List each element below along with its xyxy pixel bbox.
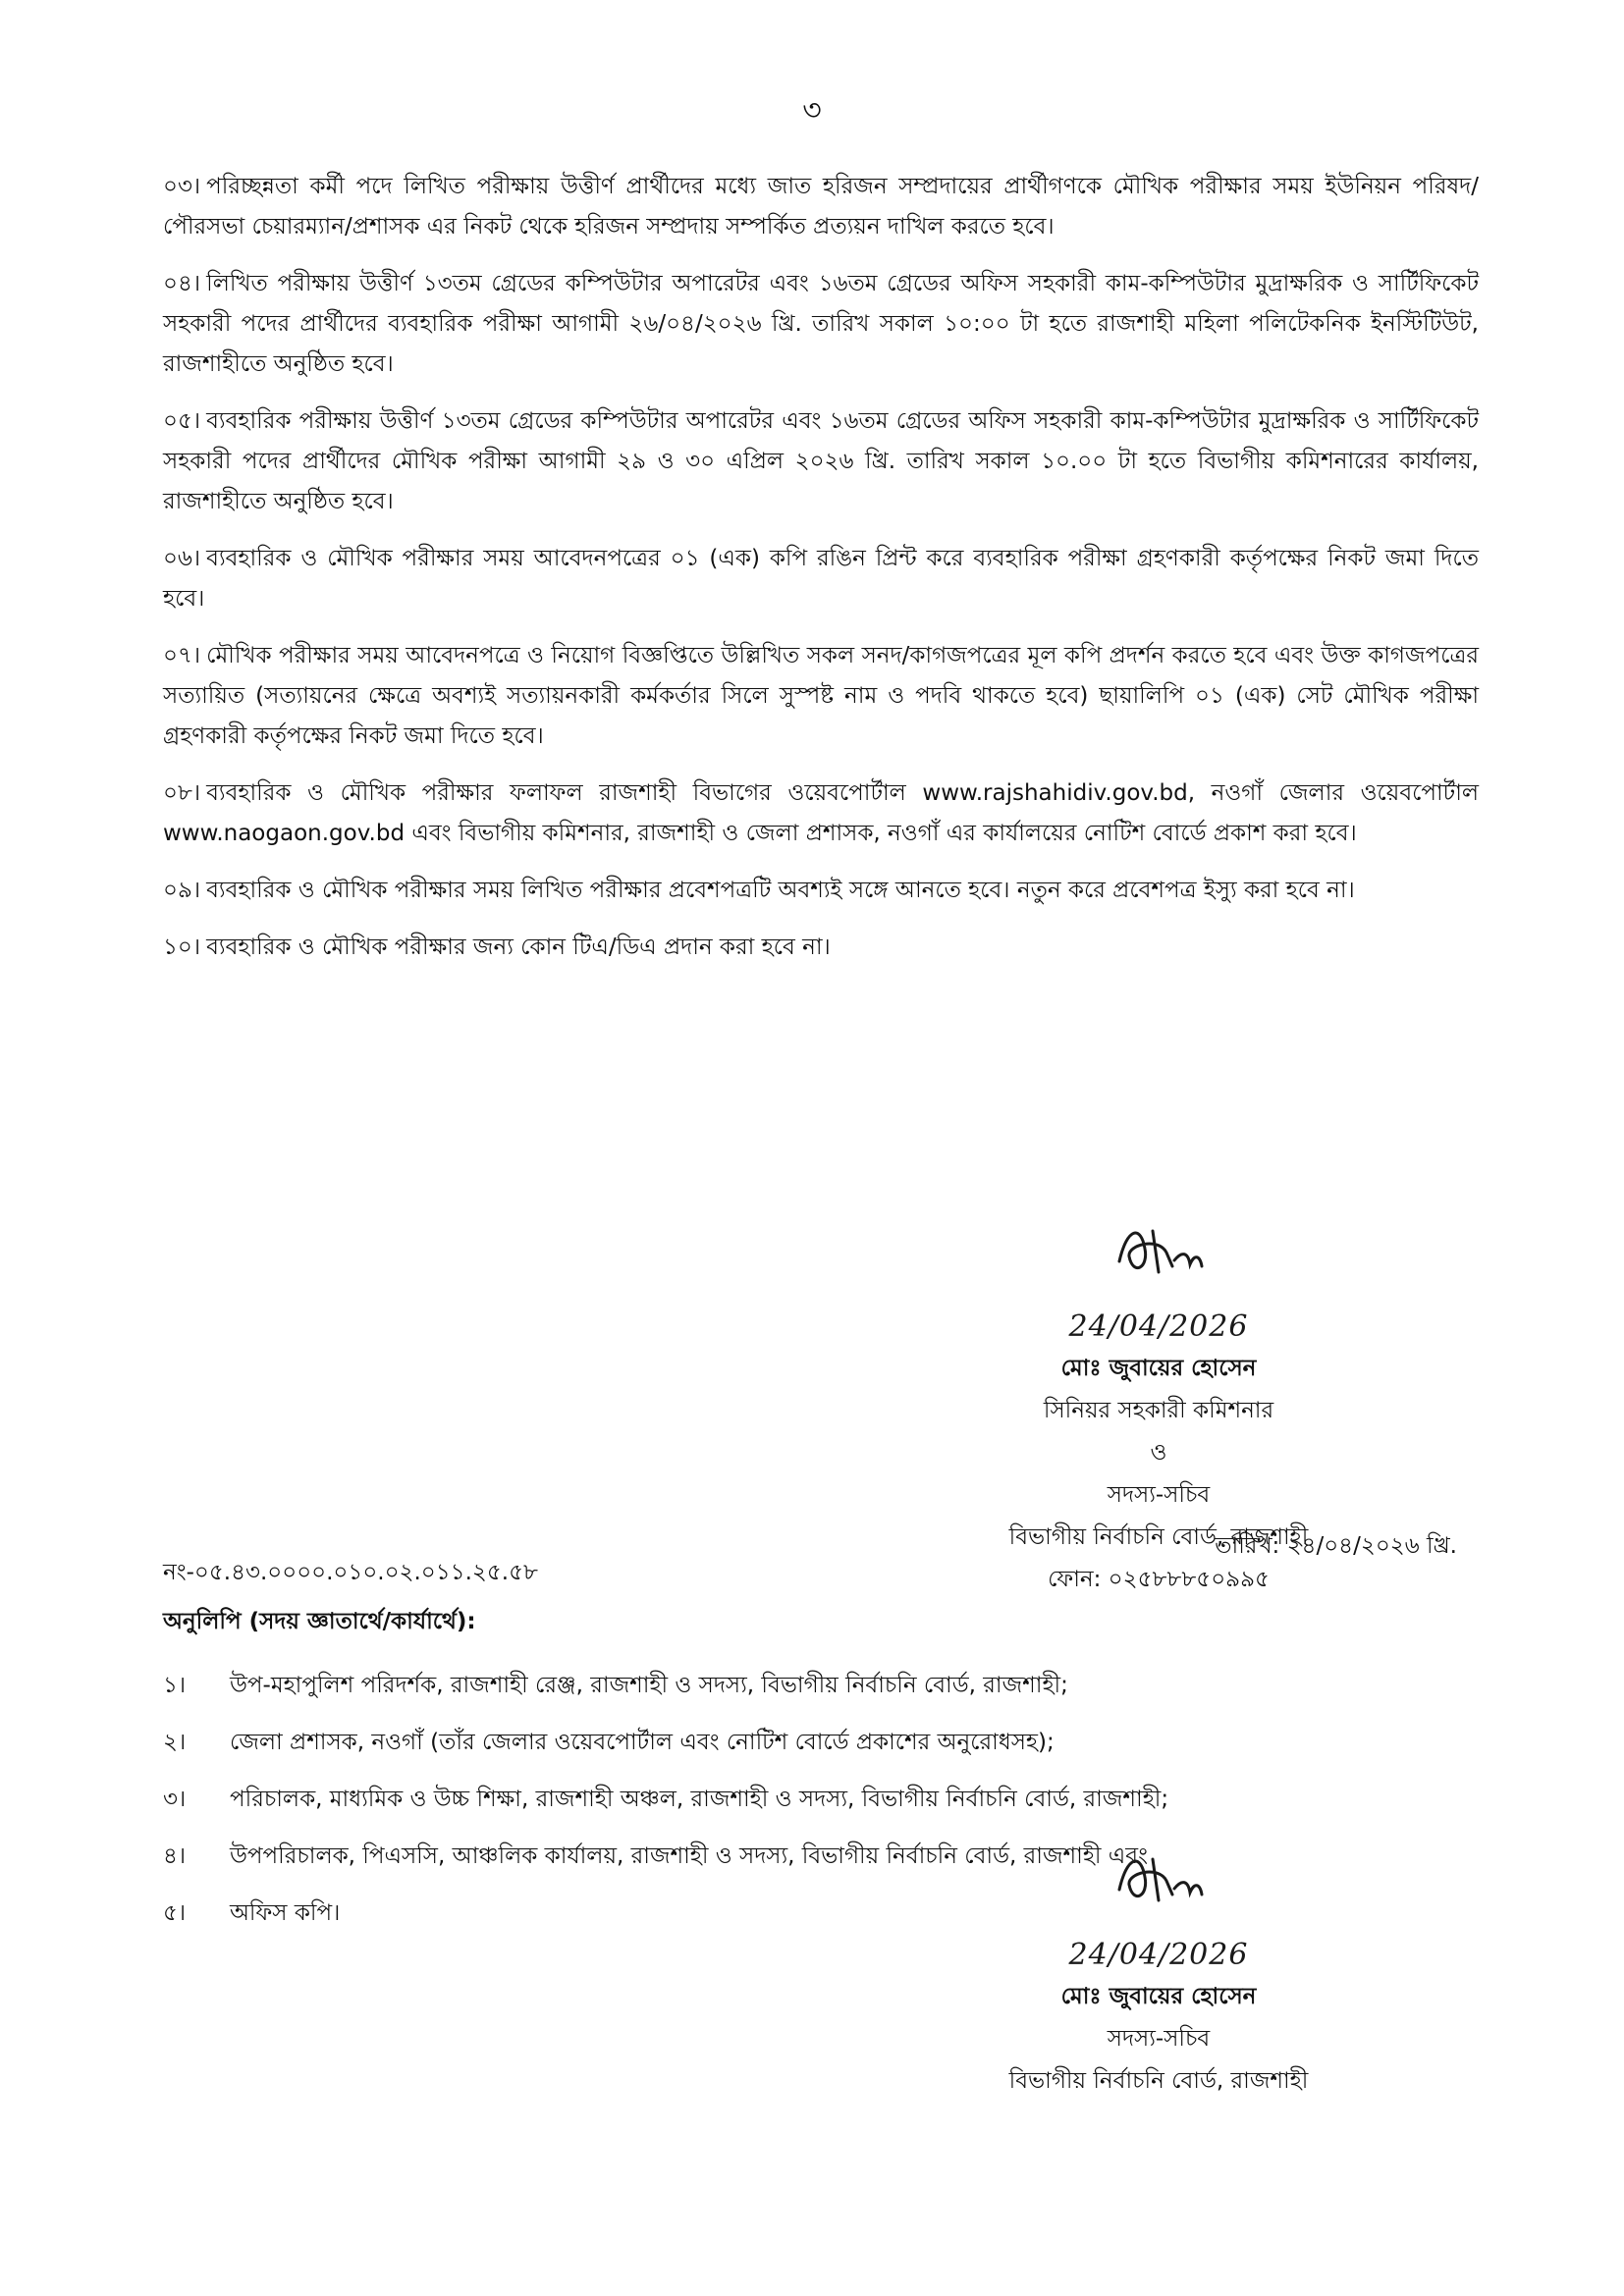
list-item-text: অফিস কপি। [230, 1900, 341, 1926]
list-item-number: ৫। [163, 1900, 187, 1926]
paragraph-04 [163, 264, 1479, 385]
paragraph-number: ১০। [163, 934, 201, 960]
body-paragraphs [163, 167, 1479, 985]
paragraph-number: ০৮। [163, 780, 201, 806]
memo-date: তারিখ: ২৪/০৪/২০২৬ খ্রি. [1215, 1533, 1457, 1559]
paragraph-05 [163, 401, 1479, 522]
copy-heading: অনুলিপি (সদয় জ্ঞাতার্থে/কার্যার্থে): [163, 1609, 476, 1634]
signature-date: 24/04/2026 [1068, 1938, 1249, 1972]
paragraph-text: মৌখিক পরীক্ষার সময় আবেদনপত্রে ও নিয়োগ বিজ্ঞপ্তিতে উল্লিখিত সকল সনদ/কাগজপত্রের মূল কপি প্রদর্শন করতে হবে এবং উক্ত কাগজপত্রের সত্যায়িত (সত্যায়নের ক্ষেত্রে অবশ্যই সত্যায়নকারী কর্মকর্তার সিলে সুস্পষ্ট নাম ও পদবি থাকতে হবে) ছায়ালিপি ০১ (এক) সেট মৌখিক পরীক্ষা গ্রহণকারী কর্তৃপক্ষের নিকট জমা দিতে হবে। [163, 643, 1479, 749]
paragraph-number: ০৭। [163, 643, 201, 668]
signatory-title: সিনিয়র সহকারী কমিশনার [1043, 1398, 1274, 1423]
paragraph-09 [163, 871, 1479, 911]
paragraph-number: ০৯। [163, 878, 201, 903]
paragraph-text: ব্যবহারিক ও মৌখিক পরীক্ষার সময় লিখিত পরীক্ষার প্রবেশপত্রটি অবশ্যই সঙ্গে আনতে হবে। নতুন করে প্রবেশপত্র ইস্যু করা হবে না। [206, 878, 1355, 903]
list-item-text: পরিচালক, মাধ্যমিক ও উচ্চ শিক্ষা, রাজশাহী অঞ্চল, রাজশাহী ও সদস্য, বিভাগীয় নির্বাচনি বোর্ড, রাজশাহী; [230, 1787, 1169, 1812]
paragraph-10 [163, 928, 1479, 968]
signatory-phone: ফোন: ০২৫৮৮৮৫০৯৯৫ [1048, 1567, 1270, 1592]
list-item-text: জেলা প্রশাসক, নওগাঁ (তাঁর জেলার ওয়েবপোর্টাল এবং নোটিশ বোর্ডে প্রকাশের অনুরোধসহ); [230, 1730, 1055, 1755]
signatory-name: মোঃ জুবায়ের হোসেন [1060, 1984, 1257, 2009]
paragraph-text: লিখিত পরীক্ষায় উত্তীর্ণ ১৩তম গ্রেডের কম্পিউটার অপারেটর এবং ১৬তম গ্রেডের অফিস সহকারী কাম-কম্পিউটার মুদ্রাক্ষরিক ও সার্টিফিকেট সহকারী পদের প্রার্থীদের ব্যবহারিক পরীক্ষা আগামী ২৬/০৪/২০২৬ খ্রি. তারিখ সকাল ১০:০০ টা হতে রাজশাহী মহিলা পলিটেকনিক ইনস্টিটিউট, রাজশাহীতে অনুষ্ঠিত হবে। [163, 271, 1479, 377]
list-item [163, 1714, 1479, 1771]
signatory-role: সদস্য-সচিব [1107, 2026, 1211, 2052]
paragraph-08 [163, 774, 1479, 854]
list-item-text: উপ-মহাপুলিশ পরিদর্শক, রাজশাহী রেঞ্জ, রাজশাহী ও সদস্য, বিভাগীয় নির্বাচনি বোর্ড, রাজশাহী; [230, 1673, 1068, 1698]
paragraph-text: ব্যবহারিক ও মৌখিক পরীক্ষার জন্য কোন টিএ/ডিএ প্রদান করা হবে না। [206, 934, 831, 960]
list-item-number: ২। [163, 1730, 187, 1755]
signatory-office: বিভাগীয় নির্বাচনি বোর্ড, রাজশাহী [1008, 2068, 1309, 2094]
page-number: ৩ [802, 93, 822, 128]
signatory-role: সদস্য-সচিব [1107, 1482, 1211, 1508]
paragraph-07 [163, 636, 1479, 757]
paragraph-text: পরিচ্ছন্নতা কর্মী পদে লিখিত পরীক্ষায় উত্তীর্ণ প্রার্থীদের মধ্যে জাত হরিজন সম্প্রদায়ের প্রার্থীগণকে মৌখিক পরীক্ষার সময় ইউনিয়ন পরিষদ/পৌরসভা চেয়ারম্যান/প্রশাসক এর নিকট থেকে হরিজন সম্প্রদায় সম্পর্কিত প্রত্যয়ন দাখিল করতে হবে। [163, 174, 1479, 240]
handwritten-signature [1051, 1207, 1267, 1306]
memo-number: নং-০৫.৪৩.০০০০.০১০.০২.০১১.২৫.৫৮ [163, 1560, 538, 1585]
signature-block-secondary [903, 1836, 1414, 2103]
signatory-name: মোঃ জুবায়ের হোসেন [1060, 1356, 1257, 1381]
list-item-number: ৪। [163, 1843, 187, 1869]
handwritten-signature [1051, 1836, 1267, 1934]
paragraph-text: ব্যবহারিক ও মৌখিক পরীক্ষার ফলাফল রাজশাহী বিভাগের ওয়েবপোর্টাল www.rajshahidiv.gov.bd, নওগাঁ জেলার ওয়েবপোর্টাল www.naogaon.gov.bd এবং বিভাগীয় কমিশনার, রাজশাহী ও জেলা প্রশাসক, নওগাঁ এর কার্যালয়ের নোটিশ বোর্ডে প্রকাশ করা হবে। [163, 780, 1479, 846]
signatory-office: বিভাগীয় নির্বাচনি বোর্ড, রাজশাহী [1008, 1524, 1309, 1550]
list-item-number: ৩। [163, 1787, 187, 1812]
list-item [163, 1657, 1479, 1714]
paragraph-text: ব্যবহারিক ও মৌখিক পরীক্ষার সময় আবেদনপত্রের ০১ (এক) কপি রঙিন প্রিন্ট করে ব্যবহারিক পরীক্ষা গ্রহণকারী কর্তৃপক্ষের নিকট জমা দিতে হবে। [163, 546, 1479, 612]
list-item-number: ১। [163, 1673, 187, 1698]
paragraph-text: ব্যবহারিক পরীক্ষায় উত্তীর্ণ ১৩তম গ্রেডের কম্পিউটার অপারেটর এবং ১৬তম গ্রেডের অফিস সহকারী কাম-কম্পিউটার মুদ্রাক্ষরিক ও সার্টিফিকেট সহকারী পদের প্রার্থীদের মৌখিক পরীক্ষা আগামী ২৯ ও ৩০ এপ্রিল ২০২৬ খ্রি. তারিখ সকাল ১০.০০ টা হতে বিভাগীয় কমিশনারের কার্যালয়, রাজশাহীতে অনুষ্ঠিত হবে। [163, 408, 1479, 514]
paragraph-number: ০৪। [163, 271, 201, 296]
paragraph-number: ০৫। [163, 408, 201, 434]
paragraph-06 [163, 539, 1479, 619]
signature-date: 24/04/2026 [1068, 1309, 1249, 1344]
conjunction: ও [1150, 1440, 1167, 1466]
list-item [163, 1771, 1479, 1828]
paragraph-number: ০৬। [163, 546, 201, 571]
paragraph-number: ০৩। [163, 174, 201, 199]
paragraph-03 [163, 167, 1479, 247]
list-item-text: উপপরিচালক, পিএসসি, আঞ্চলিক কার্যালয়, রাজশাহী ও সদস্য, বিভাগীয় নির্বাচনি বোর্ড, রাজশাহী এবং [230, 1843, 1148, 1869]
